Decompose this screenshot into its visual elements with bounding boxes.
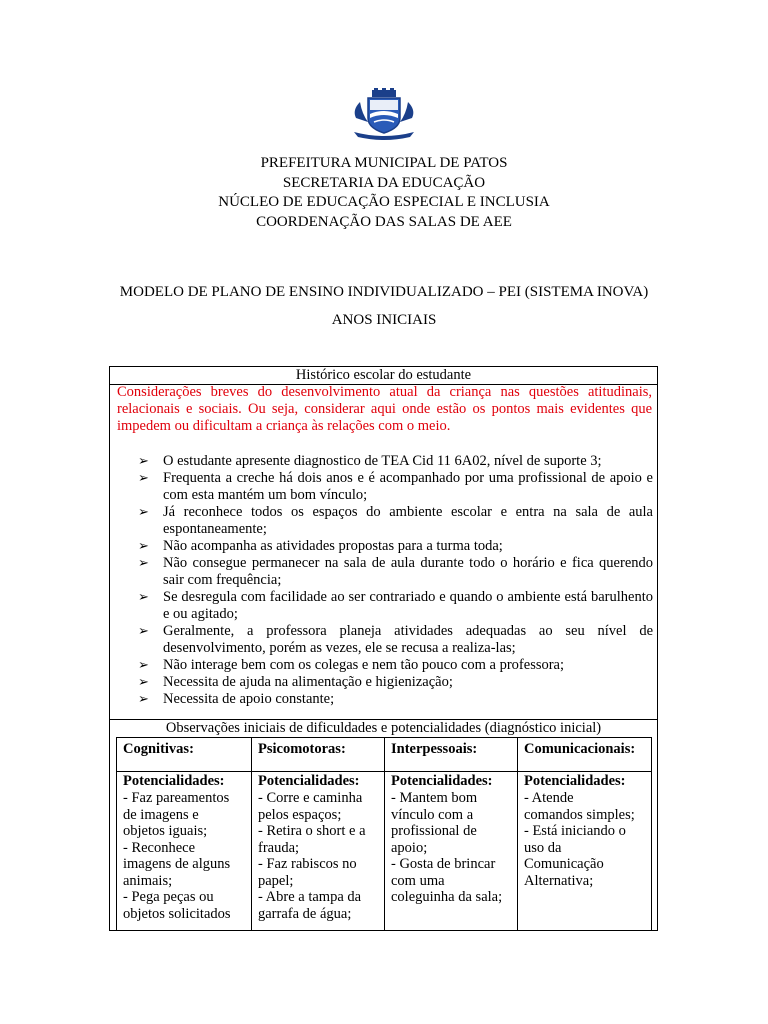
list-item (138, 674, 653, 691)
potencialidades-label: Potencialidades: (123, 773, 225, 789)
list-item: - Pega peças ou (123, 889, 214, 905)
list-item: uso da (524, 839, 562, 856)
bullet-text: Se desregula com facilidade ao ser contrariado e quando o ambiente está barulhento e ou agitado; (163, 589, 653, 622)
bullet-text: O estudante apresente diagnostico de TEA Cid 11 6A02, nível de suporte 3; (163, 453, 602, 469)
bullet-text: Necessita de ajuda na alimentação e higienização; (163, 674, 453, 690)
column-interpessoais (385, 738, 518, 930)
arrow-bullet-icon: ➢ (138, 454, 149, 469)
arrow-bullet-icon: ➢ (138, 539, 149, 554)
bullet-text: Não acompanha as atividades propostas para a turma toda; (163, 538, 503, 554)
historico-heading: Histórico escolar do estudante (110, 367, 657, 385)
header-line-secretaria: SECRETARIA DA EDUCAÇÃO (282, 174, 486, 191)
column-cognitivas (117, 738, 252, 930)
column-comunicacionais (518, 738, 651, 930)
header-line-coordenacao: COORDENAÇÃO DAS SALAS DE AEE (256, 213, 512, 230)
list-item: - Retira o short e a (258, 823, 366, 839)
bullet-text: Já reconhece todos os espaços do ambiente escolar e entra na sala de aula espontaneamente; (163, 504, 653, 537)
list-item: - Faz pareamentos (123, 790, 230, 806)
municipal-coat-of-arms-icon (350, 88, 418, 140)
document-subtitle: ANOS INICIAIS (331, 312, 437, 328)
list-item: frauda; (258, 839, 300, 856)
list-item: de imagens e (123, 806, 199, 823)
list-item: comandos simples; (524, 806, 635, 823)
list-item: papel; (258, 872, 294, 889)
list-item: - Está iniciando o (524, 823, 626, 839)
document-title: MODELO DE PLANO DE ENSINO INDIVIDUALIZADO – PEI (SISTEMA INOVA) (119, 284, 649, 300)
list-item (138, 504, 653, 538)
arrow-bullet-icon: ➢ (138, 556, 149, 571)
list-item (138, 470, 653, 504)
arrow-bullet-icon: ➢ (138, 675, 149, 690)
list-item: Comunicação (524, 856, 604, 872)
arrow-bullet-icon: ➢ (138, 471, 149, 486)
column-psicomotoras (252, 738, 385, 930)
column-header: Cognitivas: (117, 738, 251, 772)
column-header: Psicomotoras: (252, 738, 384, 772)
pei-form-box (109, 366, 658, 931)
list-item: vínculo com a (391, 806, 474, 823)
column-items (518, 790, 651, 889)
list-item: pelos espaços; (258, 806, 342, 823)
list-item (138, 538, 653, 555)
list-item: - Corre e caminha (258, 790, 363, 806)
list-item: profissional de (391, 823, 477, 839)
list-item (138, 589, 653, 623)
institution-header (0, 154, 768, 232)
bullet-text: Necessita de apoio constante; (163, 691, 335, 707)
list-item: com uma (391, 872, 445, 889)
list-item (138, 623, 653, 657)
potencialidades-label: Potencialidades: (524, 773, 626, 789)
arrow-bullet-icon: ➢ (138, 590, 149, 605)
list-item: imagens de alguns (123, 856, 231, 872)
list-item: garrafa de água; (258, 905, 352, 922)
list-item: - Faz rabiscos no (258, 856, 357, 872)
list-item (138, 453, 653, 470)
list-item: - Gosta de brincar (391, 856, 496, 872)
column-items (385, 790, 517, 906)
list-item (138, 691, 653, 708)
header-line-prefeitura: PREFEITURA MUNICIPAL DE PATOS (260, 155, 508, 171)
list-item: apoio; (391, 839, 428, 856)
list-item: objetos solicitados (123, 905, 231, 922)
column-header: Interpessoais: (385, 738, 517, 772)
header-line-nucleo: NÚCLEO DE EDUCAÇÃO ESPECIAL E INCLUSIA (218, 194, 550, 210)
bullet-text: Não consegue permanecer na sala de aula durante todo o horário e fica querendo sair com frequência; (163, 555, 653, 588)
arrow-bullet-icon: ➢ (138, 658, 149, 673)
list-item: - Mantem bom (391, 790, 478, 806)
list-item: - Atende (524, 790, 574, 806)
column-items (252, 790, 384, 922)
bullet-text: Não interage bem com os colegas e nem tão pouco com a professora; (163, 657, 565, 673)
arrow-bullet-icon: ➢ (138, 692, 149, 707)
list-item: animais; (123, 872, 173, 889)
column-header: Comunicacionais: (518, 738, 651, 772)
bullet-text: Frequenta a creche há dois anos e é acompanhado por uma profissional de apoio e com esta mantém um bom vínculo; (163, 470, 653, 503)
arrow-bullet-icon: ➢ (138, 624, 149, 639)
historico-bullet-list (138, 453, 653, 708)
column-items (117, 790, 251, 922)
list-item: coleguinha da sala; (391, 889, 503, 905)
list-item (138, 657, 653, 674)
potencialidades-label: Potencialidades: (391, 773, 493, 789)
bullet-text: Geralmente, a professora planeja atividades adequadas ao seu nível de desenvolvimento, porém as vezes, ele se recusa a realiza-las; (163, 623, 653, 656)
observacoes-heading: Observações iniciais de dificuldades e potencialidades (diagnóstico inicial) (165, 720, 602, 736)
list-item: Alternativa; (524, 872, 594, 889)
arrow-bullet-icon: ➢ (138, 505, 149, 520)
list-item (138, 555, 653, 589)
historico-intro: Considerações breves do desenvolvimento atual da criança nas questões atitudinais, relacionais e sociais. Ou seja, considerar aqui onde estão os pontos mais evidentes que impedem ou dificultam a criança às relações com o meio. (117, 384, 652, 434)
list-item: - Reconhece (123, 839, 196, 856)
list-item: - Abre a tampa da (258, 889, 362, 905)
potencialidades-label: Potencialidades: (258, 773, 360, 789)
list-item: objetos iguais; (123, 823, 208, 839)
observacoes-table (116, 737, 652, 931)
